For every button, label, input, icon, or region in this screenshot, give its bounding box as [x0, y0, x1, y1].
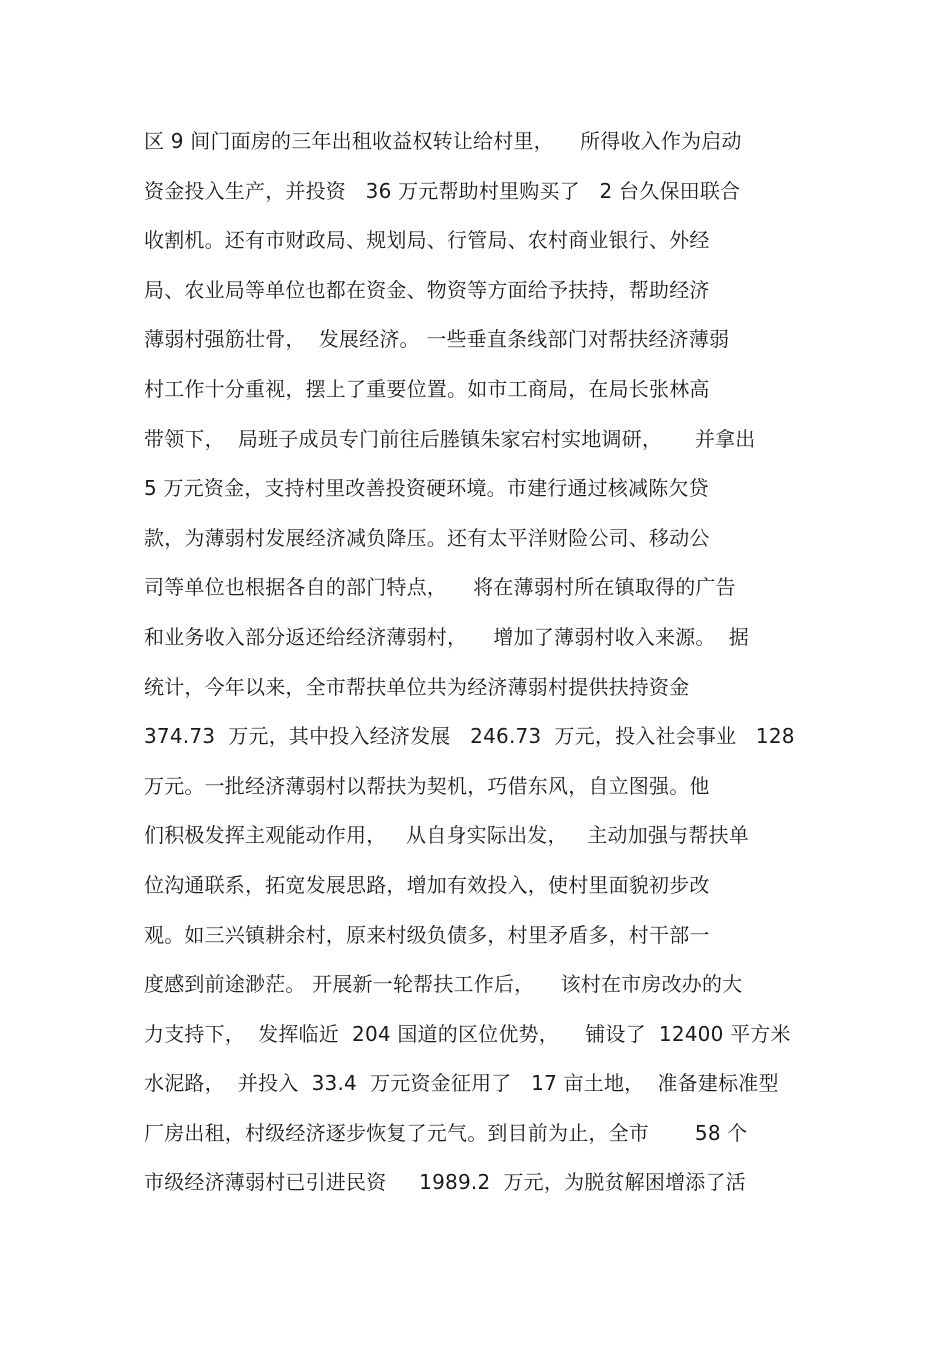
text-line: 厂房出租，村级经济逐步恢复了元气。到目前为止，全市 58 个 — [144, 1120, 748, 1145]
text-line: 位沟通联系，拓宽发展思路，增加有效投入，使村里面貌初步改 — [144, 872, 710, 897]
text-line: 统计，今年以来，全市帮扶单位共为经济薄弱村提供扶持资金 — [144, 674, 690, 699]
text-line: 力支持下， 发挥临近 204 国道的区位优势， 铺设了 12400 平方米 — [144, 1021, 791, 1046]
text-line: 区 9 间门面房的三年出租收益权转让给村里， 所得收入作为启动 — [144, 129, 742, 153]
text-line: 万元。一批经济薄弱村以帮扶为契机，巧借东风，自立图强。他 — [144, 773, 710, 798]
text-line: 们积极发挥主观能动作用， 从自身实际出发， 主动加强与帮扶单 — [144, 823, 749, 848]
text-line: 收割机。还有市财政局、规划局、行管局、农村商业银行、外经 — [144, 228, 710, 253]
text-line: 水泥路， 并投入 33.4 万元资金征用了 17 亩土地， 准备建标准型 — [144, 1071, 779, 1096]
text-line: 薄弱村强筋壮骨， 发展经济。 一些垂直条线部门对帮扶经济薄弱 — [144, 327, 730, 352]
text-line: 村工作十分重视，摆上了重要位置。如市工商局，在局长张林高 — [144, 376, 710, 401]
text-line: 带领下， 局班子成员专门前往后塍镇朱家宕村实地调研， 并拿出 — [144, 426, 756, 451]
text-line: 和业务收入部分返还给经济薄弱村， 增加了薄弱村收入来源。 据 — [144, 624, 749, 649]
text-line: 374.73 万元，其中投入经济发展 246.73 万元，投入社会事业 128 — [144, 724, 795, 749]
text-line: 局、农业局等单位也都在资金、物资等方面给予扶持，帮助经济 — [144, 277, 710, 302]
text-line: 观。如三兴镇耕余村，原来村级负债多，村里矛盾多，村干部一 — [144, 922, 710, 947]
body-text — [144, 121, 824, 1212]
text-line: 资金投入生产，并投资 36 万元帮助村里购买了 2 台久保田联合 — [144, 178, 741, 203]
text-line: 度感到前途渺茫。 开展新一轮帮扶工作后， 该村在市房改办的大 — [144, 972, 743, 997]
text-line: 市级经济薄弱村已引进民资 1989.2 万元，为脱贫解困增添了活 — [144, 1170, 746, 1195]
text-line: 5 万元资金，支持村里改善投资硬环境。市建行通过核减陈欠贷 — [144, 476, 709, 501]
text-line: 司等单位也根据各自的部门特点， 将在薄弱村所在镇取得的广告 — [144, 575, 736, 600]
text-line: 款，为薄弱村发展经济减负降压。还有太平洋财险公司、移动公 — [144, 525, 710, 550]
